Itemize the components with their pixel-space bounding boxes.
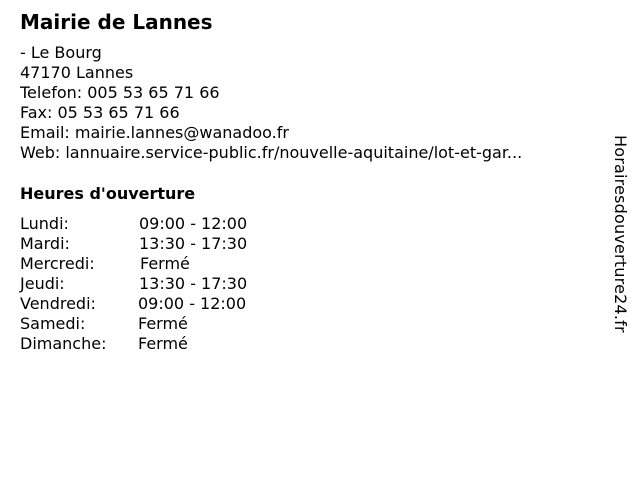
time-value: Fermé	[138, 314, 188, 333]
time-value: Fermé	[140, 254, 190, 273]
email-address: Email: mairie.lannes@wanadoo.fr	[20, 123, 289, 142]
address-city: 47170 Lannes	[20, 63, 134, 82]
day-label: Jeudi:	[20, 274, 65, 293]
time-value: Fermé	[138, 334, 188, 353]
time-value: 13:30 - 17:30	[139, 274, 248, 293]
site-watermark: Horairesdouverture24.fr	[611, 135, 630, 333]
address-street: - Le Bourg	[20, 43, 102, 62]
phone-number: Telefon: 005 53 65 71 66	[20, 83, 220, 102]
opening-hours-heading: Heures d'ouverture	[20, 184, 196, 203]
day-label: Vendredi:	[20, 294, 96, 313]
fax-number: Fax: 05 53 65 71 66	[20, 103, 180, 122]
day-label: Dimanche:	[20, 334, 107, 353]
day-label: Mercredi:	[20, 254, 95, 273]
contact-block	[20, 43, 522, 163]
website-url: Web: lannuaire.service-public.fr/nouvelle-aquitaine/lot-et-gar...	[20, 143, 523, 162]
day-label: Samedi:	[20, 314, 86, 333]
day-label: Mardi:	[20, 234, 70, 253]
time-value: 13:30 - 17:30	[139, 234, 248, 253]
time-value: 09:00 - 12:00	[138, 294, 247, 313]
day-label: Lundi:	[20, 214, 69, 233]
page-title: Mairie de Lannes	[20, 10, 213, 34]
time-value: 09:00 - 12:00	[139, 214, 248, 233]
